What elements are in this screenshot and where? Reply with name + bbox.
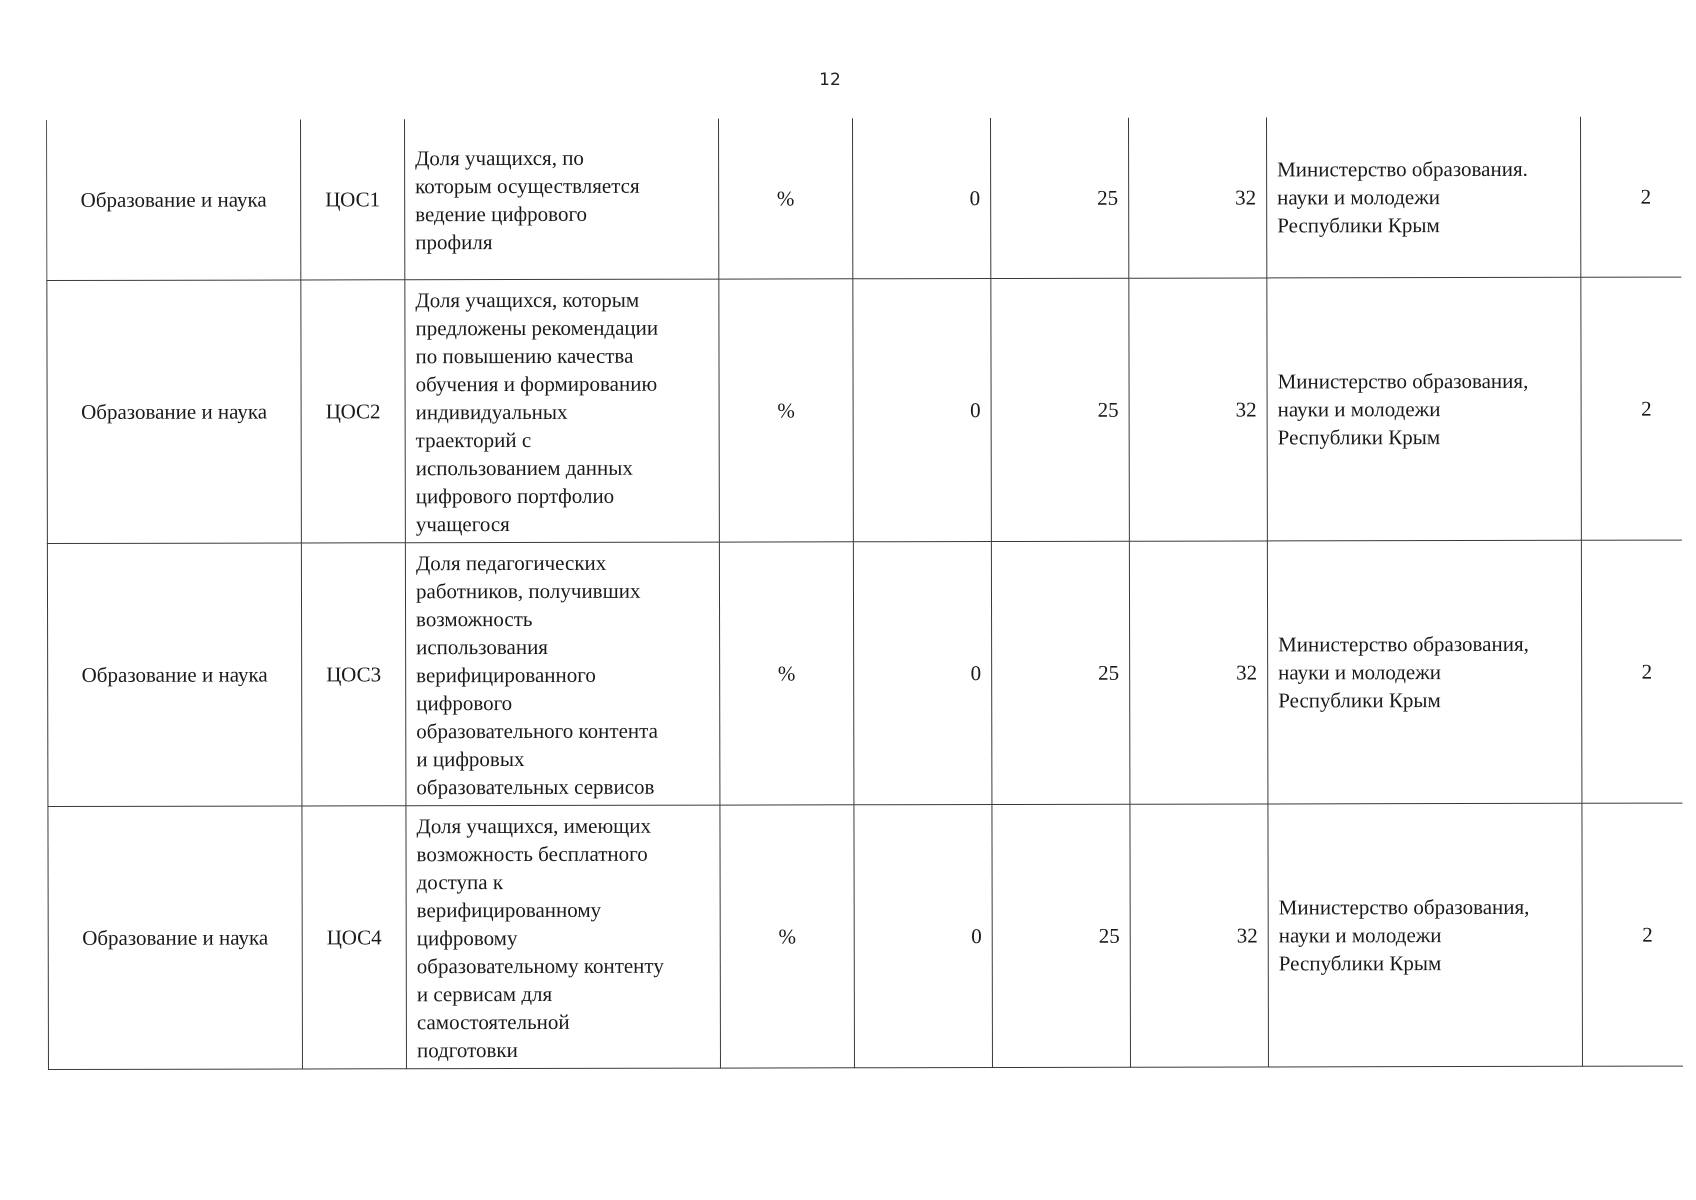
responsible-line: Республики Крым [1278,688,1441,713]
cell-responsible [1268,803,1583,1067]
cell-value-2: 25 [991,541,1130,804]
cell-value-1: 0 [854,805,993,1068]
cell-unit: % [718,118,852,279]
description-line: и сервисам для [416,981,553,1007]
cell-area: Образование и наука [47,280,302,544]
responsible-line: Республики Крым [1277,425,1441,450]
description-line: Доля учащихся, по [415,145,584,171]
description-line: цифрового [416,691,513,716]
description-line: обучения и формированию [415,371,658,397]
cell-value-3: 32 [1130,804,1269,1067]
table-body [47,117,1683,1070]
table-row [48,803,1683,1069]
cell-value-3: 32 [1129,541,1268,804]
responsible-line: Республики Крым [1277,213,1440,238]
cell-value-1: 0 [852,118,990,279]
responsible-line: Министерство образования. [1277,156,1528,182]
description-line: образовательного контента [416,718,658,744]
cell-last: 2 [1582,803,1683,1066]
responsible-line: науки и молодежи [1278,923,1442,948]
description-line: верифицированному [416,897,602,923]
description-line: индивидуальных [415,399,568,425]
description-line: которым осуществляется [415,173,640,199]
cell-code: ЦОС3 [301,543,406,806]
cell-code: ЦОС4 [302,806,407,1069]
cell-value-2: 25 [990,118,1128,279]
description-line: траекторий с [415,427,532,453]
description-line: образовательному контенту [416,953,664,979]
cell-last: 2 [1580,117,1680,278]
description-line: по повышению качества [415,343,634,369]
cell-responsible [1266,117,1580,278]
description-line: цифрового портфолио [415,483,615,509]
cell-description [405,542,720,806]
description-line: Доля учащихся, имеющих [416,813,652,839]
description-line: образовательных сервисов [416,774,655,800]
cell-unit: % [719,279,854,542]
description-line: цифровому [416,926,518,951]
table-row [47,540,1682,806]
description-line: подготовки [416,1038,518,1063]
description-line: ведение цифрового [415,201,588,227]
cell-area: Образование и наука [47,543,302,807]
table-row [47,117,1681,281]
description-line: доступа к [416,870,504,895]
description-line: Доля педагогических [415,550,607,576]
description-line: Доля учащихся, которым [415,287,640,313]
responsible-line: науки и молодежи [1278,660,1441,685]
description-line: работников, получивших [415,578,641,604]
responsible-line: Министерство образования, [1278,894,1530,920]
description-line: учащегося [415,512,510,537]
description-line: самостоятельной [416,1009,570,1035]
table-row [47,277,1682,543]
cell-responsible [1267,277,1582,541]
page-number: 12 [819,70,841,90]
description-line: профиля [415,230,493,255]
cell-last: 2 [1581,540,1682,803]
indicators-table [46,117,1682,1070]
description-line: предложены рекомендации [415,315,659,341]
description-line: возможность бесплатного [416,841,648,867]
description-line: использованием данных [415,455,633,481]
cell-unit: % [720,805,855,1068]
responsible-line: Министерство образования, [1278,631,1529,657]
cell-value-2: 25 [992,804,1131,1067]
description-line: использования [416,634,548,660]
cell-responsible [1267,540,1582,804]
cell-last: 2 [1581,277,1682,540]
responsible-line: науки и молодежи [1277,397,1441,422]
cell-description [405,279,720,543]
cell-unit: % [719,542,854,805]
responsible-line: Министерство образования, [1277,368,1529,394]
cell-area: Образование и наука [48,806,303,1070]
cell-value-1: 0 [853,279,992,542]
cell-value-3: 32 [1129,278,1268,541]
cell-code: ЦОС1 [300,119,404,280]
cell-description [406,805,721,1069]
responsible-line: Республики Крым [1278,951,1442,976]
responsible-line: науки и молодежи [1277,185,1441,210]
description-line: и цифровых [416,746,525,772]
description-line: возможность [416,606,533,632]
cell-value-1: 0 [853,542,992,805]
cell-value-3: 32 [1128,117,1266,278]
description-line: верифицированного [416,662,596,688]
cell-area: Образование и наука [47,119,301,280]
cell-description [404,119,718,280]
cell-code: ЦОС2 [301,280,406,543]
cell-value-2: 25 [991,278,1130,541]
